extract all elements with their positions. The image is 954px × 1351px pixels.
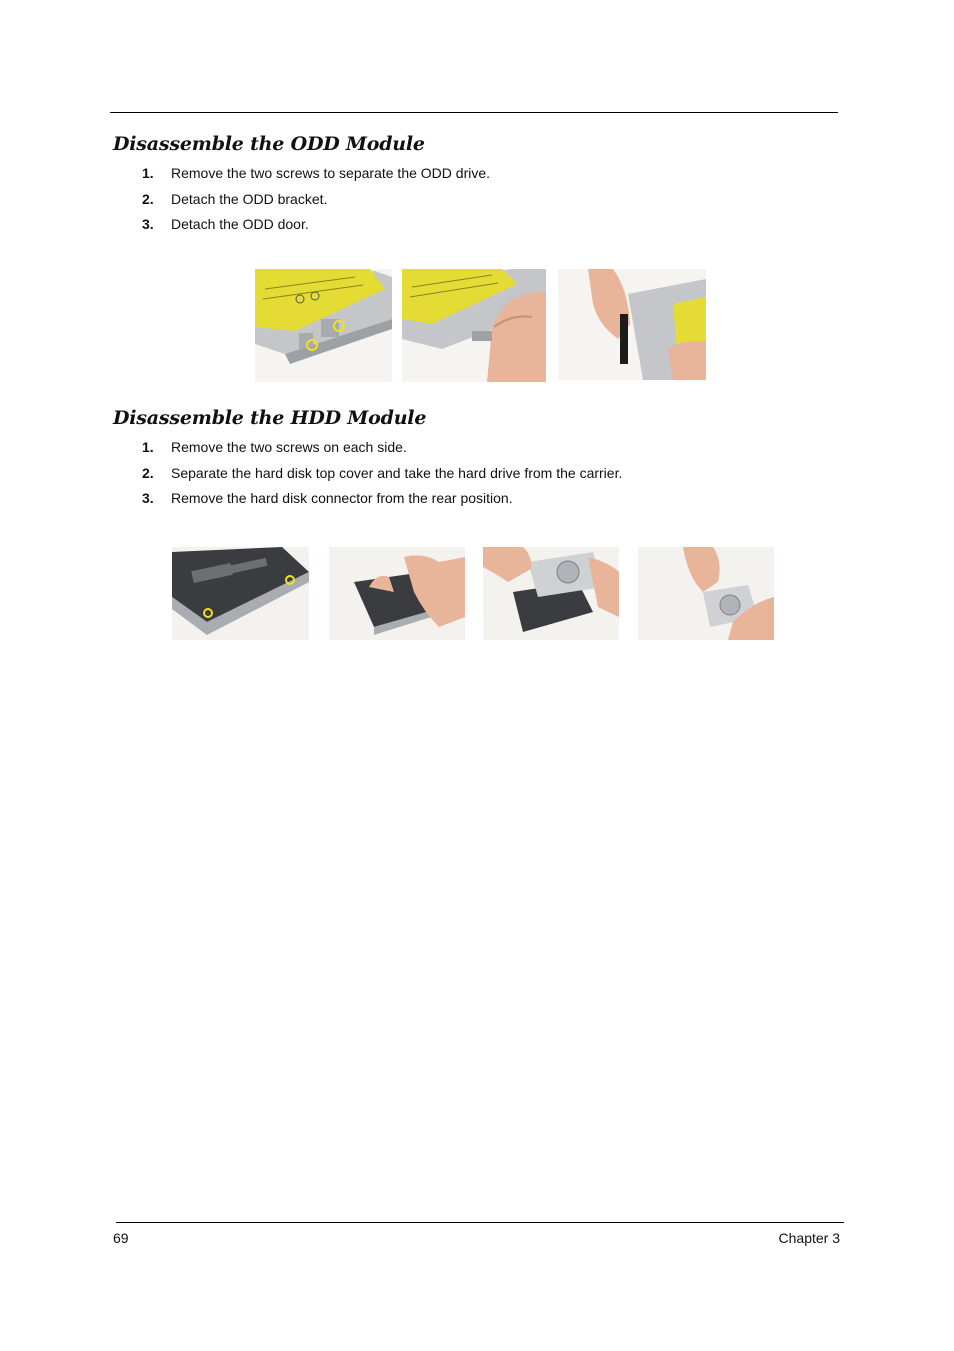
step-text: Remove the two screws to separate the ODD drive.	[171, 165, 491, 181]
step-text: Detach the ODD door.	[171, 216, 309, 232]
chapter-label: Chapter 3	[778, 1230, 840, 1246]
footer-rule	[116, 1222, 844, 1223]
hdd-photo-connector	[638, 547, 774, 640]
step-number: 3.	[142, 216, 154, 232]
header-rule	[110, 112, 838, 113]
step-number: 2.	[142, 190, 154, 207]
step-number: 1.	[142, 439, 154, 455]
section-title-odd: Disassemble the ODD Module	[113, 133, 425, 155]
hdd-photo-cover	[329, 547, 465, 640]
step-text: Detach the ODD bracket.	[171, 190, 328, 207]
step-number: 3.	[142, 490, 154, 506]
odd-photo-door	[558, 269, 706, 380]
hdd-photo-drive	[483, 547, 619, 640]
step-text: Remove the two screws on each side.	[171, 439, 407, 455]
odd-photo-screws	[255, 269, 392, 382]
odd-photo-bracket	[402, 269, 546, 382]
hdd-photo-screws	[172, 547, 309, 640]
step-text: Remove the hard disk connector from the rear position.	[171, 490, 513, 506]
step-number: 1.	[142, 165, 154, 181]
page-number: 69	[113, 1230, 129, 1246]
step-number: 2.	[142, 464, 154, 481]
step-text: Separate the hard disk top cover and take the hard drive from the carrier.	[171, 464, 623, 481]
section-title-hdd: Disassemble the HDD Module	[113, 407, 427, 429]
